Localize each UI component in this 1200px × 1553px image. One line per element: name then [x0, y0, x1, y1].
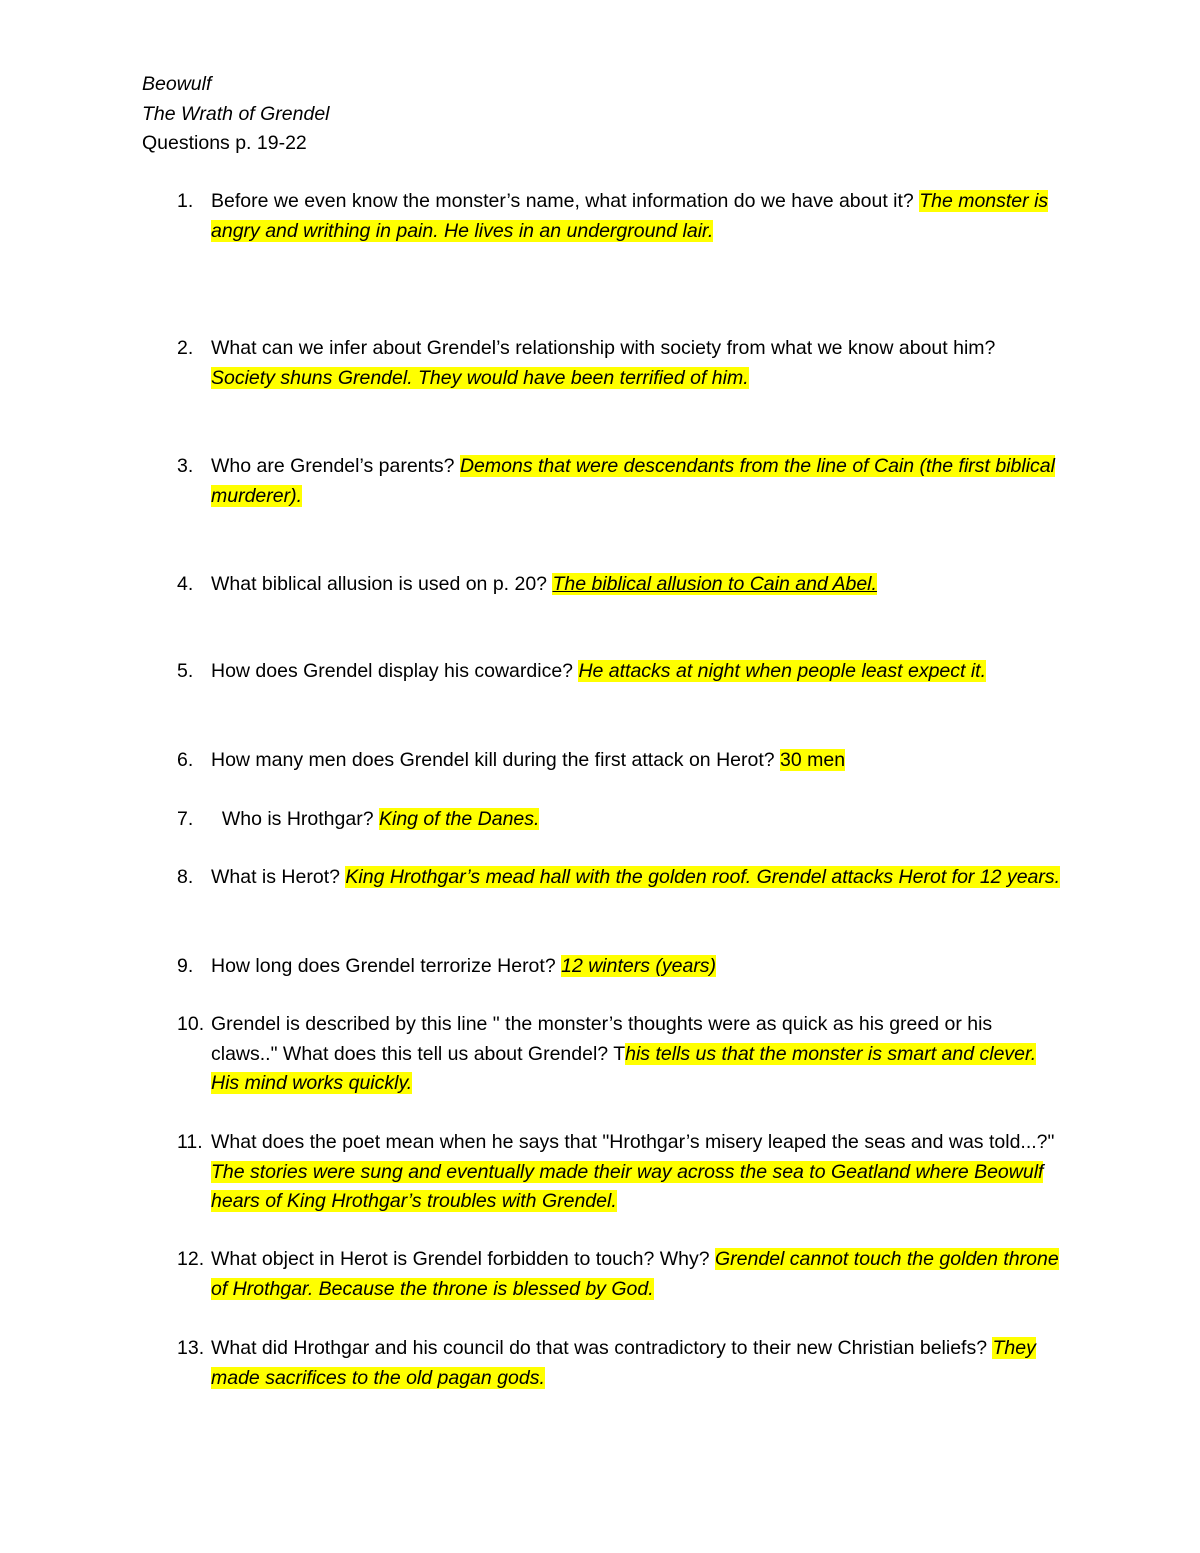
question-number: 6.: [177, 749, 194, 771]
question-text: Who are Grendel’s parents?: [211, 455, 460, 477]
highlighted-answer: 12 winters (years): [561, 955, 717, 977]
question-text-lead: T: [613, 1042, 626, 1065]
highlighted-answer: King Hrothgar’s mead hall with the golden roof. Grendel attacks Herot for 12 years.: [345, 866, 1061, 888]
highlighted-answer: King of the Danes.: [378, 808, 540, 830]
highlighted-answer: Society shuns Grendel. They would have been terrified of him.: [211, 366, 749, 389]
highlighted-answer: Grendel cannot touch the golden throne of Hrothgar. Because the throne is blessed by God.: [211, 1248, 1059, 1300]
question-number: 7.: [177, 808, 194, 830]
question-text: How does Grendel display his cowardice?: [211, 660, 579, 682]
question-number: 3.: [177, 455, 194, 477]
question-number: 10.: [177, 1013, 205, 1035]
highlighted-answer: The stories were sung and eventually made their way across the sea to Geatland where Beowulf hears of King Hrothgar’s troubles with Grendel.: [211, 1160, 1044, 1212]
question-text: Grendel is described by this line " the monster’s thoughts were as quick as his greed or his claws.." What does this tell us about Grendel?: [211, 1013, 993, 1065]
question-text: How many men does Grendel kill during the first attack on Herot?: [211, 749, 781, 771]
highlighted-answer: Demons that were descendants from the line of Cain (the first biblical murderer).: [211, 455, 1055, 507]
highlighted-answer: 30 men: [780, 749, 846, 771]
question-text: What did Hrothgar and his council do that was contradictory to their new Christian beliefs?: [211, 1337, 993, 1359]
question-number: 9.: [177, 955, 194, 977]
question-text: What can we infer about Grendel’s relationship with society from what we know about him?: [211, 337, 996, 359]
highlighted-answer: They made sacrifices to the old pagan gods.: [211, 1337, 1036, 1389]
page-range: Questions p. 19-22: [142, 132, 307, 154]
question-text: What does the poet mean when he says that "Hrothgar’s misery leaped the seas and was told...?": [211, 1131, 1055, 1153]
question-number: 11.: [177, 1131, 203, 1153]
question-text: What biblical allusion is used on p. 20?: [211, 573, 553, 595]
highlighted-answer: The biblical allusion to Cain and Abel.: [552, 573, 877, 595]
question-number: 12.: [177, 1248, 205, 1270]
question-text: Before we even know the monster’s name, what information do we have about it?: [211, 190, 920, 212]
question-text: How long does Grendel terrorize Herot?: [211, 955, 562, 977]
question-number: 1.: [177, 190, 194, 212]
highlighted-answer: The monster is angry and writhing in pain. He lives in an underground lair.: [211, 190, 1049, 242]
document-subtitle: The Wrath of Grendel: [142, 103, 330, 125]
highlighted-answer: his tells us that the monster is smart and clever. His mind works quickly.: [211, 1042, 1037, 1094]
question-text: What is Herot?: [211, 866, 346, 888]
question-number: 13.: [177, 1337, 205, 1359]
question-number: 8.: [177, 866, 194, 888]
question-number: 2.: [177, 337, 194, 359]
question-number: 4.: [177, 573, 194, 595]
document-title: Beowulf: [142, 73, 212, 95]
question-text: Who is Hrothgar?: [211, 808, 379, 830]
question-number: 5.: [177, 660, 194, 682]
highlighted-answer: He attacks at night when people least expect it.: [578, 660, 987, 682]
question-text: What object in Herot is Grendel forbidden to touch? Why?: [211, 1248, 716, 1270]
